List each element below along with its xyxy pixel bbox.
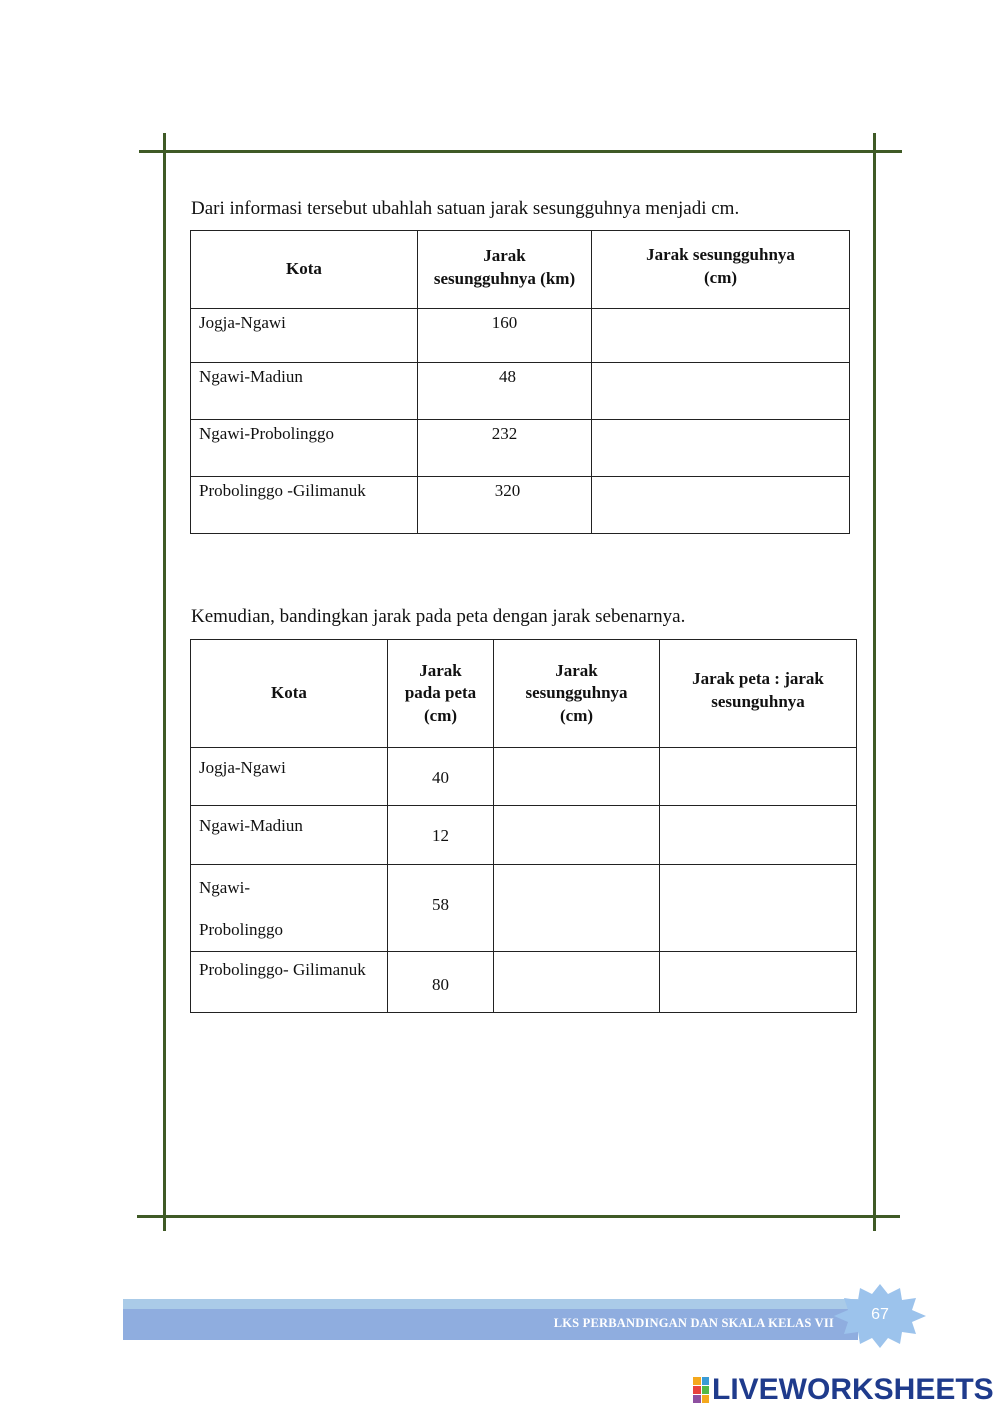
answer-cell-sesungguhnya[interactable] bbox=[494, 806, 660, 865]
cell-kota: Ngawi- Probolinggo bbox=[191, 865, 388, 952]
header-ratio: Jarak peta : jarak sesunguhnya bbox=[660, 640, 857, 748]
liveworksheets-logo[interactable] bbox=[693, 1374, 994, 1406]
cell-peta: 40 bbox=[388, 748, 494, 806]
cell-peta: 80 bbox=[388, 952, 494, 1013]
cell-km: 48 bbox=[418, 363, 592, 420]
table-row bbox=[191, 309, 850, 363]
answer-cell-ratio[interactable] bbox=[660, 806, 857, 865]
table-row bbox=[191, 952, 857, 1013]
table-row bbox=[191, 363, 850, 420]
cell-peta: 12 bbox=[388, 806, 494, 865]
table-row bbox=[191, 748, 857, 806]
cell-kota: Jogja-Ngawi bbox=[191, 309, 418, 363]
frame-right-line bbox=[873, 133, 876, 1231]
frame-left-line bbox=[163, 133, 166, 1231]
header-kota: Kota bbox=[191, 231, 418, 309]
header-jarak-peta: Jarak pada peta (cm) bbox=[388, 640, 494, 748]
table-row bbox=[191, 865, 857, 952]
header-kota: Kota bbox=[191, 640, 388, 748]
cell-kota: Probolinggo- Gilimanuk bbox=[191, 952, 388, 1013]
liveworksheets-grid-icon bbox=[693, 1377, 709, 1403]
footer-band-accent bbox=[123, 1299, 858, 1309]
answer-cell-cm[interactable] bbox=[592, 363, 850, 420]
answer-cell-ratio[interactable] bbox=[660, 748, 857, 806]
answer-cell-sesungguhnya[interactable] bbox=[494, 952, 660, 1013]
cell-kota: Ngawi-Madiun bbox=[191, 806, 388, 865]
cell-kota: Ngawi-Madiun bbox=[191, 363, 418, 420]
table-row bbox=[191, 477, 850, 534]
page-number: 67 bbox=[871, 1306, 889, 1323]
answer-cell-sesungguhnya[interactable] bbox=[494, 748, 660, 806]
table-header-row bbox=[191, 231, 850, 309]
table-row bbox=[191, 420, 850, 477]
header-jarak-cm: Jarak sesungguhnya (cm) bbox=[592, 231, 850, 309]
answer-cell-cm[interactable] bbox=[592, 309, 850, 363]
cell-km: 160 bbox=[418, 309, 592, 363]
cell-peta: 58 bbox=[388, 865, 494, 952]
frame-bottom-line bbox=[137, 1215, 900, 1218]
instruction-2: Kemudian, bandingkan jarak pada peta dengan jarak sebenarnya. bbox=[191, 606, 686, 627]
footer-title: LKS PERBANDINGAN DAN SKALA KELAS VII bbox=[553, 1316, 834, 1330]
instruction-1: Dari informasi tersebut ubahlah satuan jarak sesungguhnya menjadi cm. bbox=[191, 198, 740, 219]
frame-top-line bbox=[139, 150, 902, 153]
conversion-table bbox=[190, 230, 850, 534]
header-jarak-sesungguhnya: Jarak sesungguhnya (cm) bbox=[494, 640, 660, 748]
table-header-row bbox=[191, 640, 857, 748]
answer-cell-cm[interactable] bbox=[592, 420, 850, 477]
cell-kota: Probolinggo -Gilimanuk bbox=[191, 477, 418, 534]
answer-cell-sesungguhnya[interactable] bbox=[494, 865, 660, 952]
table-row bbox=[191, 806, 857, 865]
answer-cell-ratio[interactable] bbox=[660, 865, 857, 952]
cell-kota: Ngawi-Probolinggo bbox=[191, 420, 418, 477]
header-jarak-km: Jarak sesungguhnya (km) bbox=[418, 231, 592, 309]
brand-name: LIVEWORKSHEETS bbox=[712, 1373, 994, 1406]
cell-km: 232 bbox=[418, 420, 592, 477]
cell-kota: Jogja-Ngawi bbox=[191, 748, 388, 806]
cell-km: 320 bbox=[418, 477, 592, 534]
answer-cell-cm[interactable] bbox=[592, 477, 850, 534]
answer-cell-ratio[interactable] bbox=[660, 952, 857, 1013]
comparison-table bbox=[190, 639, 857, 1013]
